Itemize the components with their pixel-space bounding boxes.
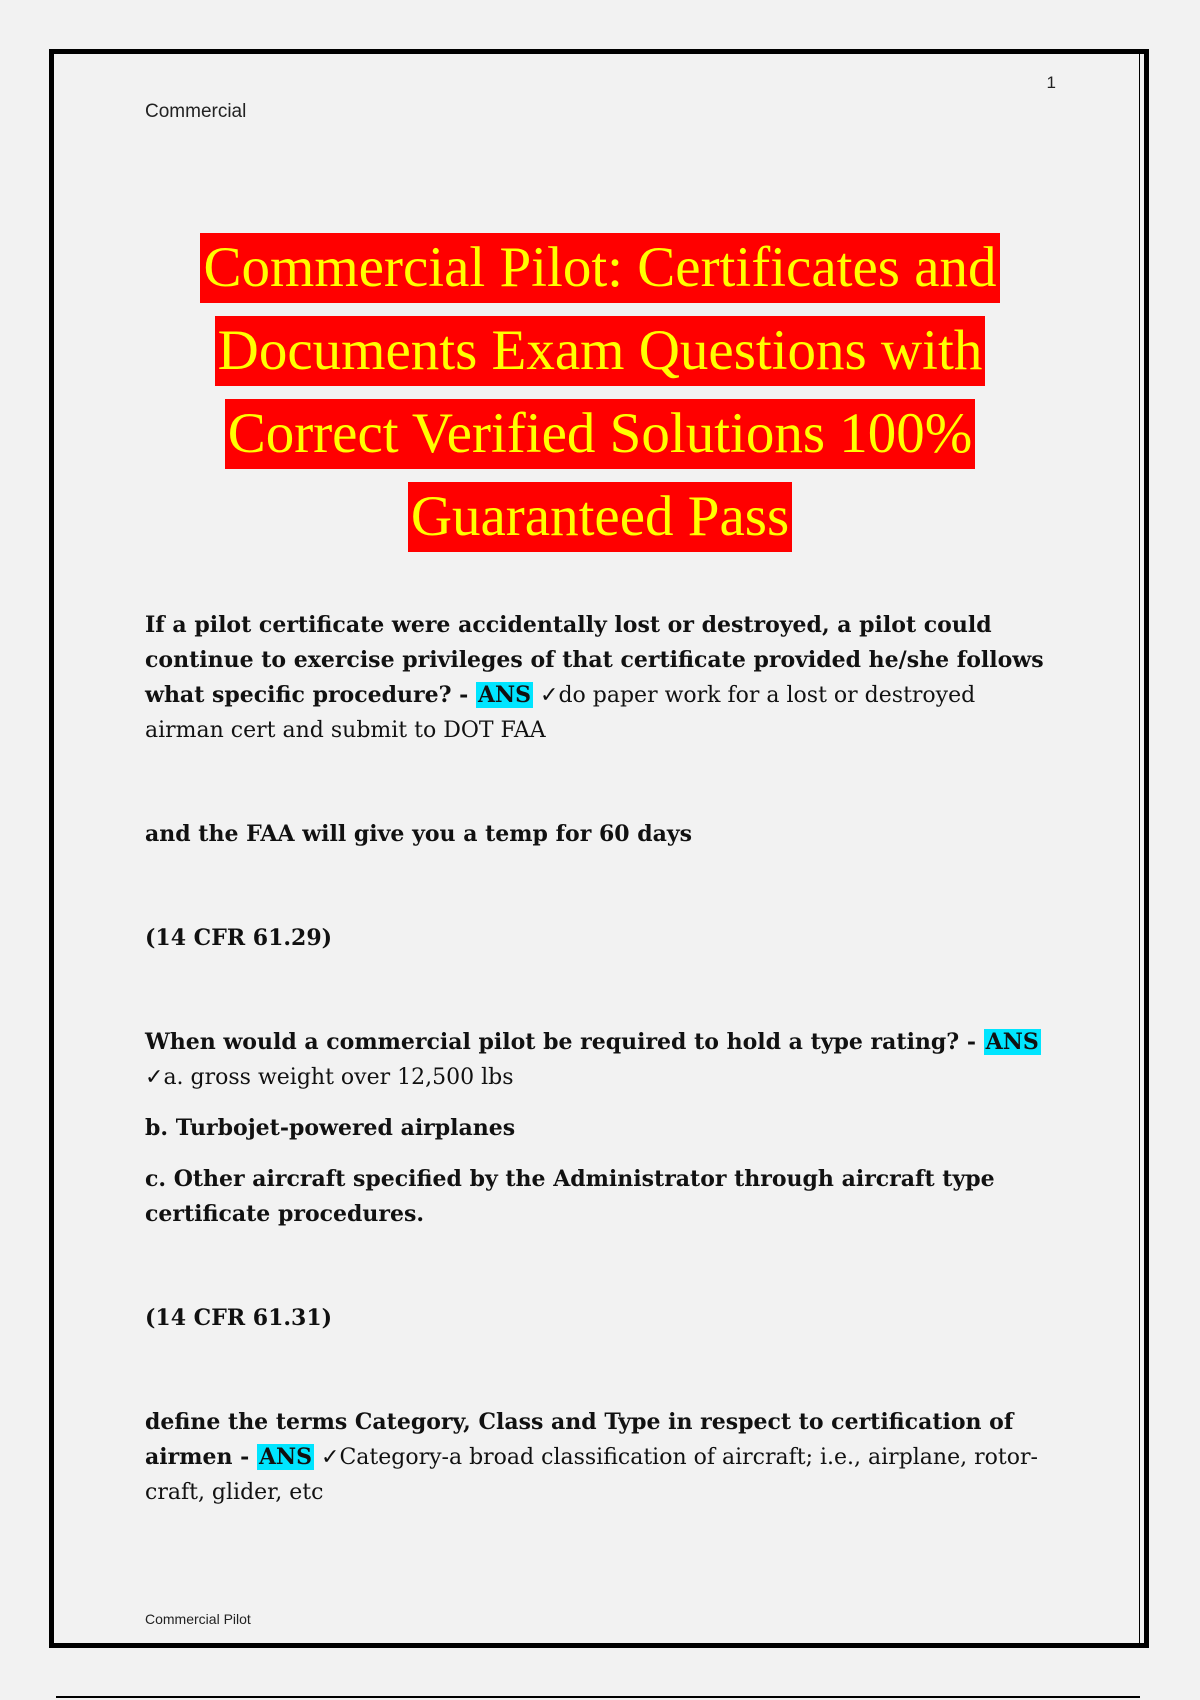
bottom-rule [56,1696,1140,1698]
answer-text: Category-a broad classification of aircraft; i.e., airplane, rotor-craft, glider, etc [145,1445,1038,1505]
answer-text: do paper work for a lost or destroyed airman cert and submit to DOT FAA [145,683,976,743]
checkmark-icon: ✓ [321,1445,340,1470]
checkmark-icon: ✓ [540,683,559,708]
title-line: Correct Verified Solutions 100% [225,399,976,469]
ans-highlight: ANS [985,1029,1039,1055]
answer-continuation: b. Turbojet-powered airplanes [145,1115,516,1141]
answer-continuation: c. Other aircraft specified by the Administrator through aircraft type certificate procedures. [145,1166,995,1227]
question-text: If a pilot certificate were accidentally lost or destroyed, a pilot could continue to exercise privileges of that certificate provided he/she follows what specific procedure? - [145,612,1044,708]
ans-highlight: ANS [477,682,532,708]
title-line: Commercial Pilot: Certificates and [200,233,999,303]
checkmark-icon: ✓ [145,1065,164,1090]
answer-text: a. gross weight over 12,500 lbs [163,1065,514,1090]
document-title [120,226,1080,558]
answer-continuation: and the FAA will give you a temp for 60 days [145,821,693,847]
citation: (14 CFR 61.29) [145,925,333,951]
citation: (14 CFR 61.31) [145,1305,333,1331]
ans-highlight: ANS [258,1444,313,1470]
qa-item-1 [145,608,1055,748]
page-footer: Commercial Pilot [145,1611,251,1627]
question-text: When would a commercial pilot be required to hold a type rating? - [145,1029,984,1055]
qa-item-2 [145,1025,1055,1095]
question-text: define the terms Category, Class and Type in respect to certification of airmen - [145,1409,1014,1470]
title-line: Documents Exam Questions with [215,316,986,386]
page-number: 1 [1046,73,1056,92]
title-line: Guaranteed Pass [408,482,792,552]
page-header: Commercial [145,101,247,122]
qa-item-3 [145,1405,1055,1510]
qa-body [145,608,1055,1510]
